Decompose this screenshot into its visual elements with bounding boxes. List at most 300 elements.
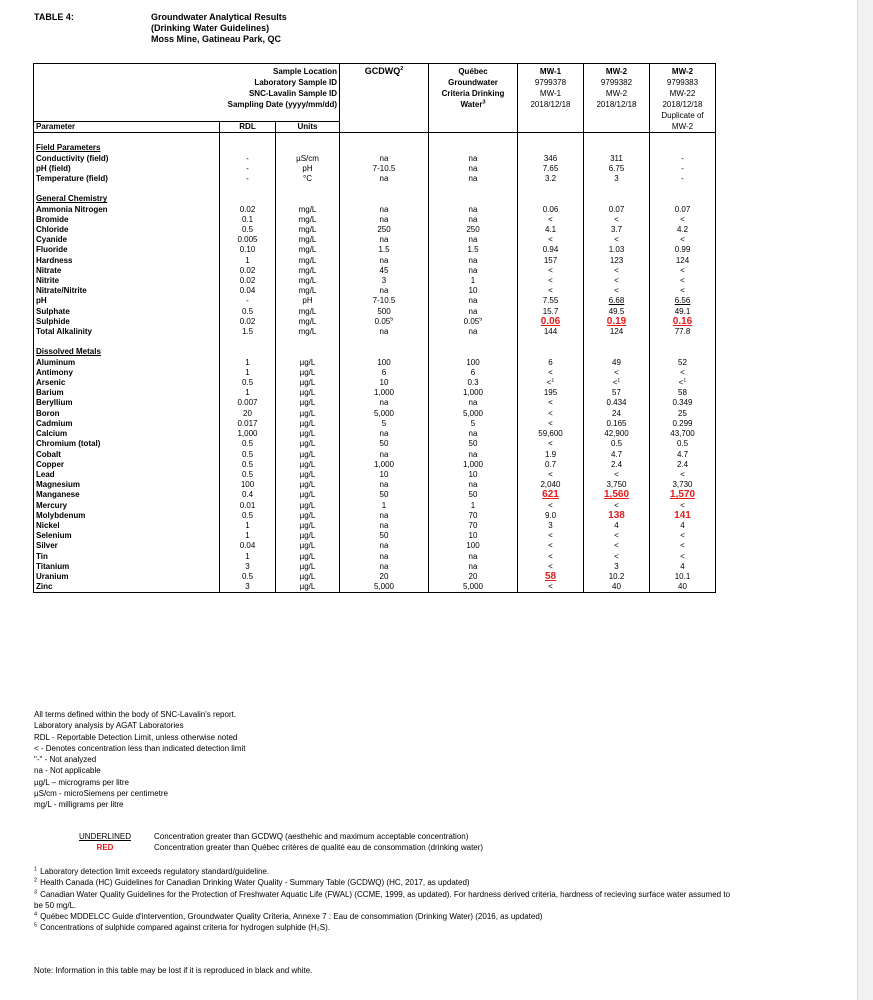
scroll-gutter [858,0,873,1000]
rdl-cell: 0.5 [220,439,276,449]
gcdwq-cell: na [340,174,429,184]
parameter-cell: Temperature (field) [34,174,220,184]
units-cell: µg/L [276,480,340,490]
table-row [34,225,716,235]
value-cell: 42,900 [584,429,650,439]
value-cell: 0.99 [650,245,716,255]
section-title: Field Parameters [36,143,101,153]
table-row [34,286,716,296]
parameter-cell: Nitrate/Nitrite [34,286,220,296]
value-cell: < [650,501,716,511]
results-table [33,63,716,593]
quebec-cell: 100 [429,541,518,551]
units-cell: µg/L [276,541,340,551]
parameter-cell: Molybdenum [34,511,220,521]
gcdwq-cell: 10 [340,470,429,480]
gcdwq-cell: na [340,327,429,337]
rdl-cell: 0.5 [220,470,276,480]
parameter-cell: Total Alkalinity [34,327,220,337]
table-label: TABLE 4: [34,12,74,22]
quebec-cell: na [429,327,518,337]
value-cell: 3,730 [650,480,716,490]
value-cell: 2.4 [584,460,650,470]
table-title [151,12,287,45]
parameter-cell: Boron [34,409,220,419]
table-row [34,388,716,398]
gcdwq-cell: na [340,205,429,215]
rdl-cell: - [220,154,276,164]
table-row [34,368,716,378]
value-cell: < [650,531,716,541]
units-cell: mg/L [276,256,340,266]
rdl-cell: 1 [220,368,276,378]
value-cell: < [650,215,716,225]
rdl-cell: 1 [220,388,276,398]
value-cell: 10.2 [584,572,650,582]
value-cell: < [584,470,650,480]
table-row [34,174,716,184]
abbreviation-notes [34,709,245,811]
table-row [34,511,716,521]
parameter-cell: Mercury [34,501,220,511]
units-cell: mg/L [276,225,340,235]
units-cell: µS/cm [276,154,340,164]
value-cell: 0.19 [584,317,650,327]
rdl-cell: 20 [220,409,276,419]
parameter-cell: Beryllium [34,398,220,408]
parameter-cell: Calcium [34,429,220,439]
rdl-cell: 0.5 [220,225,276,235]
value-cell: < [518,398,584,408]
value-cell: 0.165 [584,419,650,429]
quebec-cell: 20 [429,572,518,582]
gcdwq-cell: na [340,154,429,164]
parameter-cell: Cadmium [34,419,220,429]
quebec-cell: 70 [429,511,518,521]
value-cell: < [518,419,584,429]
rdl-cell: 0.5 [220,572,276,582]
value-cell: < [584,368,650,378]
quebec-cell: 1,000 [429,460,518,470]
value-cell: 0.5 [650,439,716,449]
gcdwq-cell: 500 [340,307,429,317]
value-cell: < [518,552,584,562]
quebec-cell: 5 [429,419,518,429]
value-cell: 40 [584,582,650,593]
value-cell: < [584,266,650,276]
quebec-cell: 70 [429,521,518,531]
rdl-cell: 1 [220,358,276,368]
units-cell: mg/L [276,286,340,296]
value-cell: < [650,368,716,378]
gcdwq-cell: 3 [340,276,429,286]
parameter-cell: Uranium [34,572,220,582]
spacer-row [34,337,716,347]
value-cell: 58 [650,388,716,398]
quebec-cell: na [429,429,518,439]
gcdwq-cell: na [340,521,429,531]
units-cell: µg/L [276,511,340,521]
gcdwq-cell: 10 [340,378,429,388]
footnote: $^2$ Health Canada (HC) Guidelines for Canadian Drinking Water Quality - Summary Table (GCDWQ) (HC, 2017, as updated) [34,877,470,888]
gcdwq-cell: na [340,541,429,551]
table-row [34,480,716,490]
table-row [34,419,716,429]
value-cell: 49 [584,358,650,368]
units-cell: µg/L [276,439,340,449]
rdl-cell: 0.4 [220,490,276,500]
table-row [34,256,716,266]
parameter-cell: Titanium [34,562,220,572]
table-row [34,358,716,368]
units-cell: µg/L [276,398,340,408]
value-cell: 43,700 [650,429,716,439]
table-row [34,470,716,480]
rdl-cell: - [220,296,276,306]
value-cell: 1.9 [518,450,584,460]
spacer-row [34,133,716,144]
parameter-cell: Conductivity (field) [34,154,220,164]
rdl-cell: 0.04 [220,541,276,551]
quebec-cell: na [429,235,518,245]
value-cell: 6 [518,358,584,368]
quebec-cell: na [429,450,518,460]
gcdwq-cell: na [340,398,429,408]
parameter-cell: Ammonia Nitrogen [34,205,220,215]
note-line: µS/cm - microSiemens per centimetre [34,789,168,799]
gcdwq-cell: 1.5 [340,245,429,255]
table-row [34,317,716,327]
value-cell: < [518,582,584,593]
value-cell: - [650,164,716,174]
value-cell: < [518,470,584,480]
parameter-cell: Lead [34,470,220,480]
note-line: mg/L - milligrams per litre [34,800,124,810]
quebec-cell: 10 [429,286,518,296]
value-cell: 4.7 [650,450,716,460]
sample-header-mw2: MW-2 9799382 MW-2 2018/12/18 [584,64,650,122]
table-row [34,572,716,582]
value-cell: < [518,276,584,286]
value-cell: 7.55 [518,296,584,306]
units-cell: µg/L [276,521,340,531]
value-cell: 25 [650,409,716,419]
parameter-cell: Fluoride [34,245,220,255]
table-row [34,460,716,470]
quebec-cell: 100 [429,358,518,368]
spacer-row [34,184,716,194]
rdl-cell: 0.01 [220,501,276,511]
parameter-cell: Zinc [34,582,220,593]
value-cell: <$^1$ [650,378,716,388]
table-row [34,296,716,306]
rdl-cell: 1 [220,256,276,266]
quebec-cell: na [429,256,518,266]
parameter-cell: Sulphide [34,317,220,327]
parameter-cell: Magnesium [34,480,220,490]
value-cell: < [518,368,584,378]
rdl-cell: 0.5 [220,511,276,521]
value-cell: 144 [518,327,584,337]
units-cell: µg/L [276,460,340,470]
table-row [34,215,716,225]
value-cell: 0.16 [650,317,716,327]
value-cell: 52 [650,358,716,368]
quebec-cell: 50 [429,490,518,500]
units-cell: pH [276,164,340,174]
parameter-cell: Manganese [34,490,220,500]
gcdwq-cell: 250 [340,225,429,235]
section-title: General Chemistry [36,194,108,204]
parameter-cell: Silver [34,541,220,551]
table-row [34,235,716,245]
legend [60,831,483,853]
results-table-body [34,64,716,593]
section-title: Dissolved Metals [36,347,101,357]
value-cell: < [650,552,716,562]
value-cell: 4 [584,521,650,531]
parameter-cell: Barium [34,388,220,398]
section-row [34,194,716,204]
rdl-cell: 0.02 [220,276,276,286]
sample-header-mw1: MW-1 9799378 MW-1 2018/12/18 [518,64,584,122]
quebec-cell: na [429,552,518,562]
quebec-cell: 10 [429,470,518,480]
value-cell: < [584,276,650,286]
footnote: $^4$ Québec MDDELCC Guide d'intervention, Groundwater Quality Criteria, Annexe 7 : Eau de consommation (Drinking Water) (2016, as updated) [34,911,543,922]
value-cell: 4.7 [584,450,650,460]
value-cell: 3,750 [584,480,650,490]
bw-note: Note: Information in this table may be lost if it is reproduced in black and white. [34,966,313,975]
units-cell: µg/L [276,552,340,562]
parameter-cell: Nitrate [34,266,220,276]
label-sampling-date: Sampling Date (yyyy/mm/dd) [227,100,337,109]
value-cell: < [518,409,584,419]
units-cell: µg/L [276,368,340,378]
value-cell: < [518,266,584,276]
sample-header-mw22: MW-2 9799383 MW-22 2018/12/18 Duplicate of [650,64,716,122]
quebec-criteria-header: Québec Groundwater Criteria Drinking Water$^3$ [429,64,518,122]
quebec-cell: 250 [429,225,518,235]
table-row [34,307,716,317]
parameter-cell: Cyanide [34,235,220,245]
value-cell: <$^1$ [584,378,650,388]
gcdwq-cell: 6 [340,368,429,378]
value-cell: 6.68 [584,296,650,306]
units-cell: µg/L [276,582,340,593]
value-cell: 0.349 [650,398,716,408]
value-cell: 138 [584,511,650,521]
units-cell: °C [276,174,340,184]
parameter-cell: Hardness [34,256,220,266]
value-cell: 9.0 [518,511,584,521]
units-cell: µg/L [276,450,340,460]
table-row [34,490,716,500]
section-row [34,143,716,153]
parameter-cell: Chloride [34,225,220,235]
table-row [34,378,716,388]
value-cell: < [650,266,716,276]
quebec-cell: na [429,398,518,408]
rdl-cell: 0.02 [220,205,276,215]
rdl-cell: 0.5 [220,450,276,460]
quebec-cell: 6 [429,368,518,378]
rdl-cell: 1 [220,552,276,562]
rdl-cell: 100 [220,480,276,490]
units-cell: µg/L [276,562,340,572]
value-cell: 1.03 [584,245,650,255]
rdl-cell: 0.02 [220,266,276,276]
gcdwq-cell: 5 [340,419,429,429]
value-cell: < [518,562,584,572]
gcdwq-cell: 100 [340,358,429,368]
quebec-cell: 5,000 [429,582,518,593]
units-cell: mg/L [276,266,340,276]
rdl-cell: 0.02 [220,317,276,327]
value-cell: 141 [650,511,716,521]
value-cell: 6.75 [584,164,650,174]
quebec-cell: 0.05$^5$ [429,317,518,327]
parameter-cell: Nickel [34,521,220,531]
note-line: Laboratory analysis by AGAT Laboratories [34,721,184,731]
value-cell: 0.5 [584,439,650,449]
value-cell: 0.06 [518,317,584,327]
rdl-cell: 1 [220,521,276,531]
value-cell: 58 [518,572,584,582]
table-row [34,164,716,174]
header-row [34,64,716,122]
value-cell: 49.1 [650,307,716,317]
note-line: < - Denotes concentration less than indicated detection limit [34,743,246,753]
quebec-cell: na [429,174,518,184]
gcdwq-cell: 7-10.5 [340,296,429,306]
note-line: All terms defined within the body of SNC-Lavalin's report. [34,710,237,719]
table-row [34,439,716,449]
units-cell: µg/L [276,470,340,480]
section-row [34,347,716,357]
gcdwq-cell: na [340,286,429,296]
value-cell: < [584,552,650,562]
table-row [34,582,716,593]
quebec-cell: 1.5 [429,245,518,255]
value-cell: 57 [584,388,650,398]
gcdwq-cell: 5,000 [340,409,429,419]
value-cell: 24 [584,409,650,419]
parameter-cell: Aluminum [34,358,220,368]
footnote: $^1$ Laboratory detection limit exceeds regulatory standard/guideline. [34,866,270,876]
units-cell: mg/L [276,235,340,245]
units-cell: pH [276,296,340,306]
gcdwq-cell: na [340,235,429,245]
units-cell: mg/L [276,307,340,317]
parameter-cell: Tin [34,552,220,562]
gcdwq-cell: na [340,450,429,460]
title-line-1: Groundwater Analytical Results [151,12,287,22]
gcdwq-cell: na [340,552,429,562]
table-row [34,521,716,531]
table-row [34,429,716,439]
value-cell: 1,570 [650,490,716,500]
rdl-cell: 0.1 [220,215,276,225]
table-row [34,245,716,255]
units-cell: mg/L [276,245,340,255]
rdl-cell: 3 [220,582,276,593]
label-snc-sample-id: SNC-Lavalin Sample ID [248,89,337,98]
quebec-cell: na [429,154,518,164]
table-row [34,562,716,572]
table-row [34,501,716,511]
quebec-cell: 0.3 [429,378,518,388]
legend-red: RED Concentration greater than Québec critères de qualité eau de consommation (drinking water) [96,843,484,852]
value-cell: < [584,531,650,541]
gcdwq-cell: na [340,429,429,439]
quebec-cell: na [429,296,518,306]
quebec-cell: 50 [429,439,518,449]
units-cell: µg/L [276,419,340,429]
rdl-cell: 0.5 [220,460,276,470]
note-line: µg/L – micrograms per litre [34,777,130,787]
gcdwq-cell: na [340,480,429,490]
value-cell: - [650,174,716,184]
quebec-cell: na [429,266,518,276]
quebec-cell: na [429,562,518,572]
footnote: $^3$ Canadian Water Quality Guidelines for the Protection of Freshwater Aquatic Life (FWAL) (CCME, 1999, as updated). For hardness derived criteria, hardness of recieving surface water assumed to be 50 mg/L. [34,888,731,910]
table-row [34,276,716,286]
rdl-cell: 0.007 [220,398,276,408]
rdl-cell: 0.10 [220,245,276,255]
value-cell: 2.4 [650,460,716,470]
units-cell: µg/L [276,531,340,541]
quebec-cell: 1 [429,501,518,511]
gcdwq-cell: 50 [340,531,429,541]
sample-id-labels [34,64,340,122]
value-cell: 124 [584,327,650,337]
title-line-3: Moss Mine, Gatineau Park, QC [151,34,282,44]
units-cell: mg/L [276,205,340,215]
value-cell: 59,600 [518,429,584,439]
value-cell: < [518,286,584,296]
value-cell: 0.06 [518,205,584,215]
units-cell: µg/L [276,501,340,511]
footnote: $^5$ Concentrations of sulphide compared against criteria for hydrogen sulphide (H₂S). [34,922,330,933]
value-cell: 4.2 [650,225,716,235]
table-row [34,398,716,408]
gcdwq-cell: 1 [340,501,429,511]
quebec-cell: na [429,205,518,215]
value-cell: < [518,235,584,245]
value-cell: < [650,276,716,286]
value-cell: 7.65 [518,164,584,174]
value-cell: 621 [518,490,584,500]
quebec-cell: na [429,164,518,174]
parameter-cell: Sulphate [34,307,220,317]
units-cell: µg/L [276,429,340,439]
note-line: "-" - Not analyzed [34,755,97,765]
value-cell: 157 [518,256,584,266]
value-cell: 3 [584,562,650,572]
value-cell: 123 [584,256,650,266]
table-row [34,450,716,460]
parameter-cell: Chromium (total) [34,439,220,449]
column-header-row: Parameter RDL Units MW-2 [34,122,716,133]
parameter-column-header: Parameter [34,122,220,133]
quebec-cell: na [429,215,518,225]
gcdwq-cell: na [340,215,429,225]
value-cell: 195 [518,388,584,398]
note-line: RDL - Reportable Detection Limit, unless otherwise noted [34,732,238,742]
value-cell: < [584,235,650,245]
value-cell: < [584,286,650,296]
